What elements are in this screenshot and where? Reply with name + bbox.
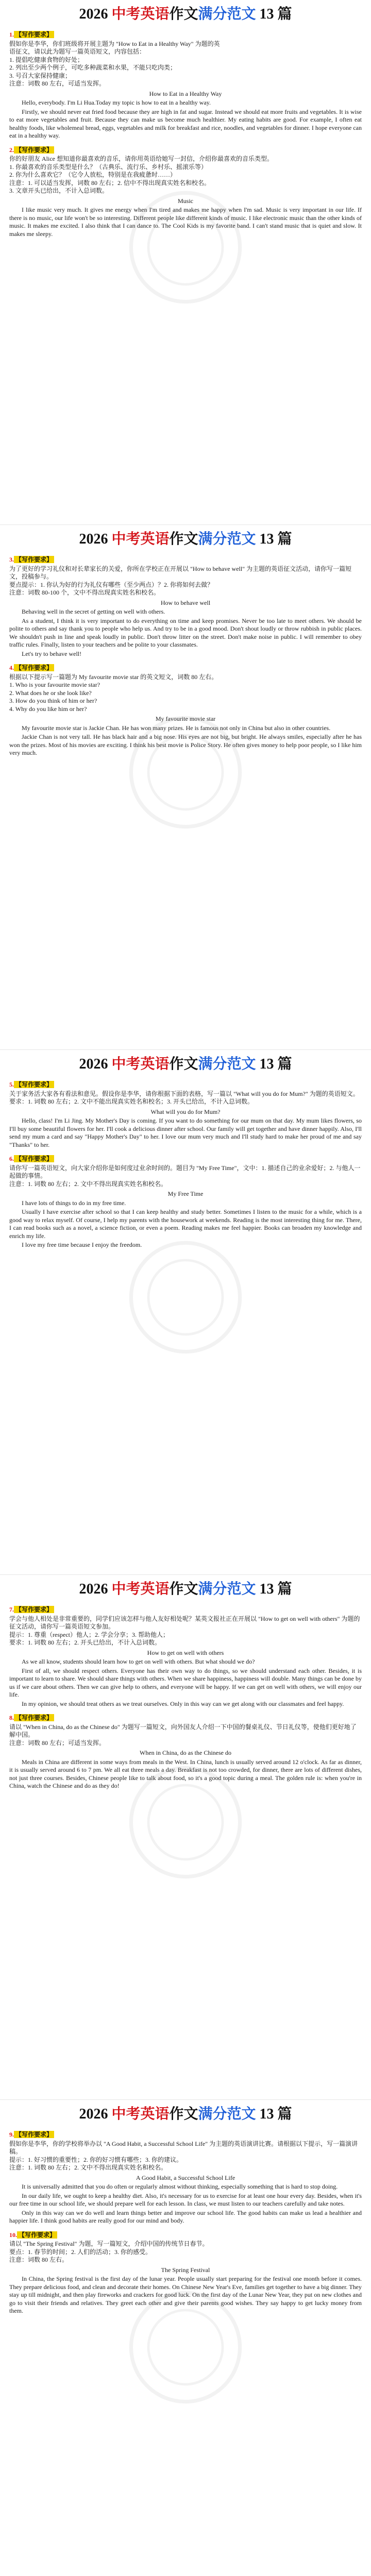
prompt-requirements: [9, 155, 362, 195]
requirement-line: 根据以下提示写一篇题为 My favourite movie star 的英文短文，词数 80 左右。: [9, 673, 218, 681]
banner-mid: 作文: [169, 1056, 198, 1072]
prompt-requirements: [9, 2140, 362, 2172]
banner-kao: 中考英语: [111, 1056, 170, 1072]
section-content: [0, 1081, 371, 1253]
prompt-number: 6.: [9, 1155, 14, 1162]
banner-kao: 中考英语: [111, 6, 170, 22]
essay-section: [0, 1050, 371, 1575]
requirement-line: 注意：词数 80 左右，可适当发挥。: [9, 80, 106, 87]
prompt-label: 【写作要求】: [14, 146, 54, 154]
prompt-requirements: [9, 1723, 362, 1748]
essay-paragraph: Only in this way can we do well and learn things better and improve our school life. The good habits can make us lead a healthier and happier life. I think good habits are really good for our mind and body.: [9, 2209, 362, 2224]
prompt-number: 8.: [9, 1714, 14, 1721]
banner-suffix: 13 篇: [256, 6, 292, 22]
requirement-line: 请你写一篇英语短文，向大家介绍你是如何度过业余时间的。题目为 "My Free Time"，文中：1. 描述自己的业余爱好；2. 与他人一起做的事情。: [9, 1164, 361, 1179]
prompt-label: 【写作要求】: [14, 664, 54, 671]
essay-paragraph: As a student, I think it is very important to do everything on time and keep promises. Never be too late to meet others. We should be polite to others and say thank you to people who help us. And try to be in a good mood. Don't shout loudly or throw rubbish in public places. We shouldn't push in line and speak loudly in public. Don't throw litter on the street. Don't make noise in public. I will remember to obey traffic rules. Finally, listen to your teachers and be polite to your classmates.: [9, 617, 362, 648]
essay-paragraph: I like music very much. It gives me energy when I'm tired and makes me happy when I'm sad. Music is very important in our life. If there is no music, our life won't be so interesting. Different people like different kinds of music. I like electronic music than the other kinds of music. It makes me excited. I also think that I can dance to. The Cool Kids is my favorite band. I can't stand music that is quiet and slow. It makes me sleepy.: [9, 206, 362, 238]
essay-paragraph: My favourite movie star is Jackie Chan. He has won many prizes. He is famous not only in China but also in other countries.: [22, 724, 331, 732]
requirement-line: 3. 号召大家保持健康；: [9, 72, 72, 79]
banner-prefix: 2026: [79, 1056, 112, 1072]
prompt-header: [9, 146, 362, 155]
spacer: [9, 239, 362, 242]
section-banner: [0, 1575, 371, 1604]
essay-section: [0, 525, 371, 1050]
section-banner: [0, 1050, 371, 1079]
prompt-header: [9, 1081, 362, 1089]
requirement-line: 假如你是李华，你们班级将开展主题为 "How to Eat in a Healthy Way" 为题的英: [9, 40, 220, 47]
banner-suffix: 13 篇: [256, 2106, 292, 2122]
requirement-line: 2. 你为什么喜欢它？（它令人放松，特别是在我疲惫时……）: [9, 171, 177, 178]
essay-title: How to get on well with others: [147, 1649, 224, 1656]
banner-title: [79, 2100, 292, 2129]
essay-paragraph: It is universally admitted that you do often or regularly almost without thinking, especially something that is hard to stop doing.: [22, 2183, 338, 2190]
banner-kao: 中考英语: [111, 2106, 170, 2122]
spacer: [9, 1791, 362, 1794]
section-content: [0, 2131, 371, 2319]
prompt-header: [9, 31, 362, 39]
essay-paragraph: Let's try to behave well!: [22, 650, 82, 657]
requirement-line: 注意：1. 词数 80 左右；2. 文中不得出现真实姓名和校名。: [9, 1180, 167, 1188]
banner-title: [79, 0, 292, 29]
banner-kao: 中考英语: [111, 1581, 170, 1597]
banner-fan: 满分范文: [198, 2106, 256, 2122]
requirement-line: 1. 你最喜欢的音乐类型是什么？（古典乐、流行乐、乡村乐、摇滚乐等）: [9, 163, 208, 171]
requirement-line: 1. Who is your favourite movie star?: [9, 681, 100, 688]
essay-title: What will you do for Mum?: [150, 1108, 221, 1115]
requirement-line: 注意：词数 80 左右；可适当发挥。: [9, 1739, 106, 1747]
prompt-label: 【写作要求】: [17, 2231, 57, 2239]
spacer: [9, 1250, 362, 1253]
banner-mid: 作文: [169, 6, 198, 22]
spacer: [9, 659, 362, 662]
banner-prefix: 2026: [79, 1581, 112, 1597]
banner-fan: 满分范文: [198, 6, 256, 22]
essay-paragraph: I have lots of things to do in my free time.: [22, 1199, 126, 1207]
essay-paragraph: As we all know, students should learn how to get on well with others. But what should we do?: [22, 1658, 255, 1665]
prompt-requirements: [9, 1164, 362, 1189]
essay-title: How to behave well: [160, 599, 211, 606]
requirement-line: 提示：1. 尊重（respect）他人；2. 学会分享；3. 帮助他人；: [9, 1631, 169, 1638]
prompt-requirements: [9, 565, 362, 597]
prompt-number: 7.: [9, 1606, 14, 1613]
section-banner: [0, 525, 371, 554]
requirement-line: 2. 列出至少两个例子，可吃多种蔬菜和水果，不能只吃肉类；: [9, 64, 177, 71]
watermark-seal-icon: [124, 1235, 247, 1359]
requirement-line: 请以 "The Spring Festival" 为题，写一篇短文，介绍中国的传统节日春节。: [9, 2240, 209, 2247]
essay-section: [0, 2100, 371, 2576]
essay-section: [0, 1575, 371, 2100]
requirement-line: 学会与他人相处是非常重要的，同学们应该怎样与他人友好相处呢？某英文报社正在开展以 "How to get on well with others" 为题的征文活动，请你写一篇英语短文参加。: [9, 1615, 360, 1630]
prompt-number: 2.: [9, 146, 14, 154]
banner-suffix: 13 篇: [256, 1581, 292, 1597]
essay-title: How to Eat in a Healthy Way: [149, 90, 222, 97]
banner-suffix: 13 篇: [256, 531, 292, 547]
spacer: [9, 1150, 362, 1153]
essay-paragraph: Meals in China are different in some ways from meals in the West. In China, lunch is usually served around 12 o'clock. As far as dinner, it is usually served around 6 to 7 pm. We all eat three meals a day. Breakfast is not too crowded, for dinner, there are lots of different dishes, not just three courses. Besides, Chinese people like to talk about food, so it's a good topic during a meal. The golden rule is: when you're in China, watch the Chinese and do as they do!: [9, 1758, 362, 1789]
section-banner: [0, 0, 371, 29]
requirement-line: 要点提示：1. 你认为好的行为礼仪有哪些（至少两点）？2. 你将如何去做？: [9, 581, 214, 588]
requirement-line: 注意：词数 80 左右。: [9, 2256, 69, 2263]
requirement-line: 提示：1. 好习惯的重要性；2. 你的好习惯有哪些；3. 你的建议。: [9, 2156, 183, 2163]
banner-prefix: 2026: [79, 2106, 112, 2122]
essay-paragraph: Usually I have exercise after school so that I can keep healthy and study better. Sometimes I listen to the music for a while, which is a good way to relax myself. Of course, I help my parents with the housework at weekends. Reading is the most interesting thing for me. There, I can read books such as a novel, a science fiction, or even a poem. Reading makes me feel happier. Books can broaden my knowledge and enrich my life.: [9, 1208, 362, 1240]
requirement-line: 1. 提倡吃健康食物的好处；: [9, 56, 84, 63]
essay-paragraph: I love my free time because I enjoy the freedom.: [22, 1241, 142, 1248]
prompt-number: 4.: [9, 664, 14, 671]
prompt-label: 【写作要求】: [14, 2131, 54, 2138]
prompt-label: 【写作要求】: [14, 1606, 54, 1613]
spacer: [9, 758, 362, 761]
spacer: [9, 141, 362, 144]
banner-prefix: 2026: [79, 6, 112, 22]
requirement-line: 要求：1. 词数 80 左右；2. 开头已给出，不计入总词数。: [9, 1639, 161, 1646]
banner-kao: 中考英语: [111, 531, 170, 547]
prompt-requirements: [9, 1615, 362, 1647]
prompt-label: 【写作要求】: [14, 1155, 54, 1162]
requirement-line: 3. How do you think of him or her?: [9, 697, 97, 704]
banner-title: [79, 1575, 292, 1604]
prompt-requirements: [9, 2240, 362, 2264]
requirement-line: 你的好朋友 Alice 想知道你最喜欢的音乐，请你用英语给她写一封信，介绍你最喜欢的音乐类型。: [9, 155, 273, 162]
essay-title: Music: [178, 197, 193, 205]
prompt-requirements: [9, 40, 362, 88]
prompt-number: 1.: [9, 31, 14, 38]
banner-prefix: 2026: [79, 531, 112, 547]
prompt-label: 【写作要求】: [14, 556, 54, 563]
prompt-label: 【写作要求】: [14, 1081, 54, 1088]
requirement-line: 注意：1. 可以适当发挥，词数 80 左右；2. 信中不得出现真实姓名和校名。: [9, 179, 211, 187]
banner-mid: 作文: [169, 1581, 198, 1597]
prompt-header: [9, 1606, 362, 1614]
essay-section: [0, 0, 371, 525]
prompt-number: 9.: [9, 2131, 14, 2138]
prompt-requirements: [9, 673, 362, 714]
prompt-header: [9, 664, 362, 672]
prompt-header: [9, 2231, 362, 2240]
spacer: [9, 2226, 362, 2229]
requirement-line: 语征文，请以此为题写一篇英语短文，内容包括：: [9, 48, 146, 55]
essay-paragraph: First of all, we should respect others. Everyone has their own way to do things, so we should understand each other. Besides, it is important to learn to share. We should share things with others. When we share happiness, happiness will double. Many things can be done by us if we care about others. Then we can give help to others, and everyone will be happy. If we can get on well with others, we will enjoy our life.: [9, 1667, 362, 1698]
prompt-header: [9, 1714, 362, 1722]
requirement-line: 注意：1. 词数 80 左右；2. 文中不得出现真实姓名和校名。: [9, 2164, 167, 2171]
essay-title: The Spring Festival: [161, 2266, 210, 2274]
requirement-line: 要求：1. 词数 80 左右；2. 文中不能出现真实姓名和校名；3. 开头已给出，不计入总词数。: [9, 1098, 254, 1105]
requirement-line: 为了更好的学习礼仪和对长辈家长的关爱，你所在学校正在开展以 "How to behave well" 为主题的英语征文活动，请你写一篇短文，投稿参与。: [9, 565, 352, 580]
banner-mid: 作文: [169, 2106, 198, 2122]
prompt-number: 3.: [9, 556, 14, 563]
banner-fan: 满分范文: [198, 531, 256, 547]
prompt-requirements: [9, 1090, 362, 1106]
essay-paragraph: Hello, everybody. I'm Li Hua.Today my topic is how to eat in a healthy way.: [22, 99, 211, 106]
requirement-line: 4. Why do you like him or her?: [9, 705, 87, 713]
prompt-header: [9, 2131, 362, 2139]
essay-title: When in China, do as the Chinese do: [140, 1749, 231, 1756]
essay-title: A Good Habit, a Successful School Life: [136, 2174, 235, 2181]
requirement-line: 假如你是李华，你的学校将举办以 "A Good Habit, a Successful School Life" 为主题的英语演讲比赛。请根据以下提示，写一篇演讲稿。: [9, 2140, 358, 2155]
banner-fan: 满分范文: [198, 1056, 256, 1072]
prompt-header: [9, 556, 362, 564]
requirement-line: 注意：词数 80-100 个，文中不得出现真实姓名和校名。: [9, 589, 160, 596]
banner-mid: 作文: [169, 531, 198, 547]
section-banner: [0, 2100, 371, 2129]
requirement-line: 2. What does he or she look like?: [9, 689, 92, 697]
prompt-number: 10.: [9, 2231, 17, 2239]
prompt-header: [9, 1155, 362, 1163]
essay-paragraph: Firstly, we should never eat fried food because they are high in fat and sugar. Instead we should eat more fruits and vegetables. It is wise to eat more vegetables and fruit. Because they can make us become much healthier. My eating habits are good. For example, I often eat healthy foods, like wholemeal bread, eggs, vegetables and milk for breakfast and rice, noodles, and vegetables for dinner. I hope everyone can eat in a healthy way.: [9, 108, 362, 139]
requirement-line: 关于家务活大家各有看法和意见。假设你是李华，请你根据下面的表格，写一篇以 "What will you do for Mum?" 为题的英语短文。: [9, 1090, 359, 1097]
essay-paragraph: In my opinion, we should treat others as we treat ourselves. Only in this way can we get along with our classmates and feel happy.: [22, 1700, 344, 1707]
essay-title: My favourite movie star: [155, 715, 216, 722]
requirement-line: 请以 "When in China, do as the Chinese do" 为题写一篇短文，向外国友人介绍一下中国的餐桌礼仪、节日礼仪等，使他们更好地了解中国。: [9, 1723, 357, 1738]
prompt-number: 5.: [9, 1081, 14, 1088]
spacer: [9, 1709, 362, 1712]
spacer: [9, 2316, 362, 2319]
banner-title: [79, 525, 292, 554]
requirement-line: 3. 文章开头已给出，不计入总词数。: [9, 187, 109, 194]
requirement-line: 要点：1. 春节的时间；2. 人们的活动；3. 你的感受。: [9, 2248, 152, 2256]
prompt-label: 【写作要求】: [14, 31, 54, 38]
essay-title: My Free Time: [167, 1190, 204, 1197]
essay-paragraph: Jackie Chan is not very tall. He has black hair and a big nose. His eyes are not big, but bright. He always smiles, especially after he has won the prizes. Most of his movies are exciting. I think his best movie is Police Story. He often gives money to help poor people, so I like him very much.: [9, 733, 362, 756]
prompt-label: 【写作要求】: [14, 1714, 54, 1721]
section-content: [0, 1606, 371, 1794]
essay-paragraph: Behaving well in the secret of getting on well with others.: [22, 608, 165, 615]
section-content: [0, 31, 371, 242]
banner-suffix: 13 篇: [256, 1056, 292, 1072]
banner-title: [79, 1050, 292, 1079]
essay-paragraph: Hello, class! I'm Li Jing. My Mother's Day is coming. If you want to do something for our mum on that day. My mum likes flowers, so I'll buy some beautiful flowers for her. I'll cook a delicious dinner after school. Our family will get together and have dinner happily. Also, I'll send my mum a card and say "Happy Mother's Day" to her. I love our mum very much and I'll study hard to make her proud of me and say "Thanks" to her.: [9, 1117, 362, 1148]
essay-paragraph: In our daily life, we ought to keep a healthy diet. Also, it's necessary for us to exercise for at least one hour every day. Besides, when it's our free time in our school life, we should prepare well for each lesson. In class, we must listen to our teachers carefully and take notes.: [9, 2192, 362, 2207]
section-content: [0, 556, 371, 761]
banner-fan: 满分范文: [198, 1581, 256, 1597]
essay-paragraph: In China, the Spring festival is the first day of the lunar year. People usually start preparing for the festival one month before it comes. They prepare delicious food, and clean and decorate their homes. On Chinese New Year's Eve, families get together to have a big dinner. They stay up till midnight, and then play fireworks and crackers for good luck. On the first day of the Lunar New Year, they put on new clothes and go to visit their friends and relatives. They greet each other and give their parents good wishes. They say happy to get lucky money from them.: [9, 2275, 362, 2314]
